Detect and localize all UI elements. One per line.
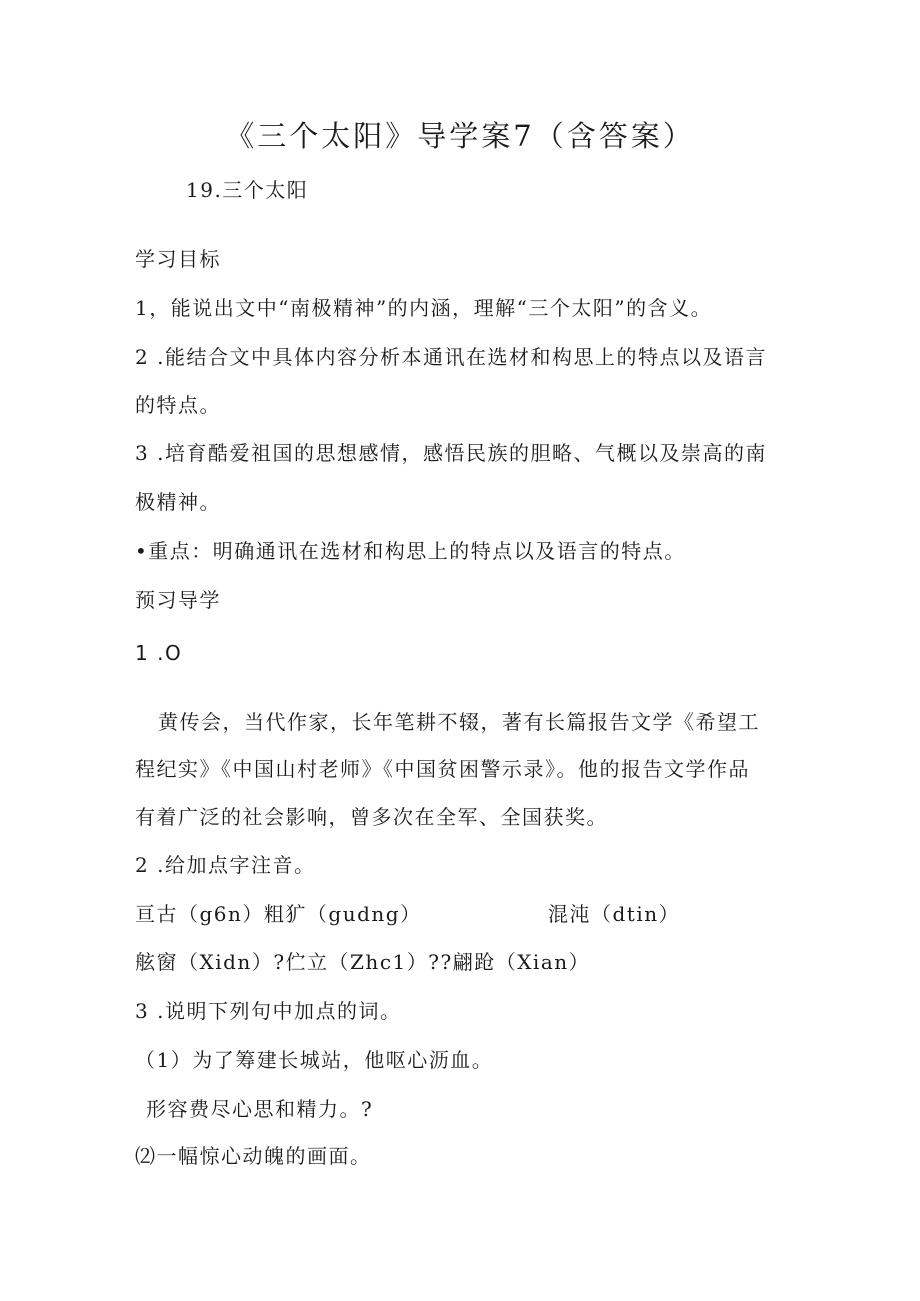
author-paragraph-line-1: 黄传会，当代作家，长年笔耕不辍，著有长篇报告文学《希望工 bbox=[158, 710, 760, 734]
pinyin-row-1-right: 混沌（dtin） bbox=[548, 902, 681, 926]
item-3-instruction: 3 .说明下列句中加点的词。 bbox=[135, 999, 402, 1023]
goal-2-line-2: 的特点。 bbox=[135, 393, 221, 417]
goal-3-line-2: 极精神。 bbox=[135, 490, 221, 514]
sentence-2: ⑵一幅惊心动魄的画面。 bbox=[135, 1144, 372, 1168]
answer-1: 形容费尽心思和精力。? bbox=[146, 1097, 374, 1121]
goal-1: 1，能说出文中“南极精神”的内涵，理解“三个太阳”的含义。 bbox=[135, 296, 713, 320]
preview-heading: 预习导学 bbox=[135, 588, 221, 612]
goals-heading: 学习目标 bbox=[135, 247, 221, 271]
author-paragraph-line-2: 程纪实》《中国山村老师》《中国贫困警示录》。他的报告文学作品 bbox=[135, 757, 750, 781]
lesson-heading: 19.三个太阳 bbox=[186, 178, 309, 202]
goal-2-line-1: 2 .能结合文中具体内容分析本通讯在选材和构思上的特点以及语言 bbox=[135, 345, 767, 369]
pinyin-row-2: 舷窗（Xidn）?伫立（Zhc1）??翩跄（Xian） bbox=[135, 950, 591, 974]
sentence-1: （1）为了筹建长城站，他呕心沥血。 bbox=[135, 1048, 494, 1072]
item-2-instruction: 2 .给加点字注音。 bbox=[135, 853, 316, 877]
item-1-label: 1 .O bbox=[135, 641, 183, 665]
goal-3-line-1: 3 .培育酷爱祖国的思想感情，感悟民族的胆略、气概以及崇高的南 bbox=[135, 441, 767, 465]
document-title: 《三个太阳》导学案7（含答案） bbox=[225, 119, 695, 153]
pinyin-row-1-left: 亘古（g6n）粗犷（gudng） bbox=[135, 902, 422, 926]
key-point: •重点：明确通讯在选材和构思上的特点以及语言的特点。 bbox=[135, 539, 686, 563]
author-paragraph-line-3: 有着广泛的社会影响，曾多次在全军、全国获奖。 bbox=[135, 805, 608, 829]
